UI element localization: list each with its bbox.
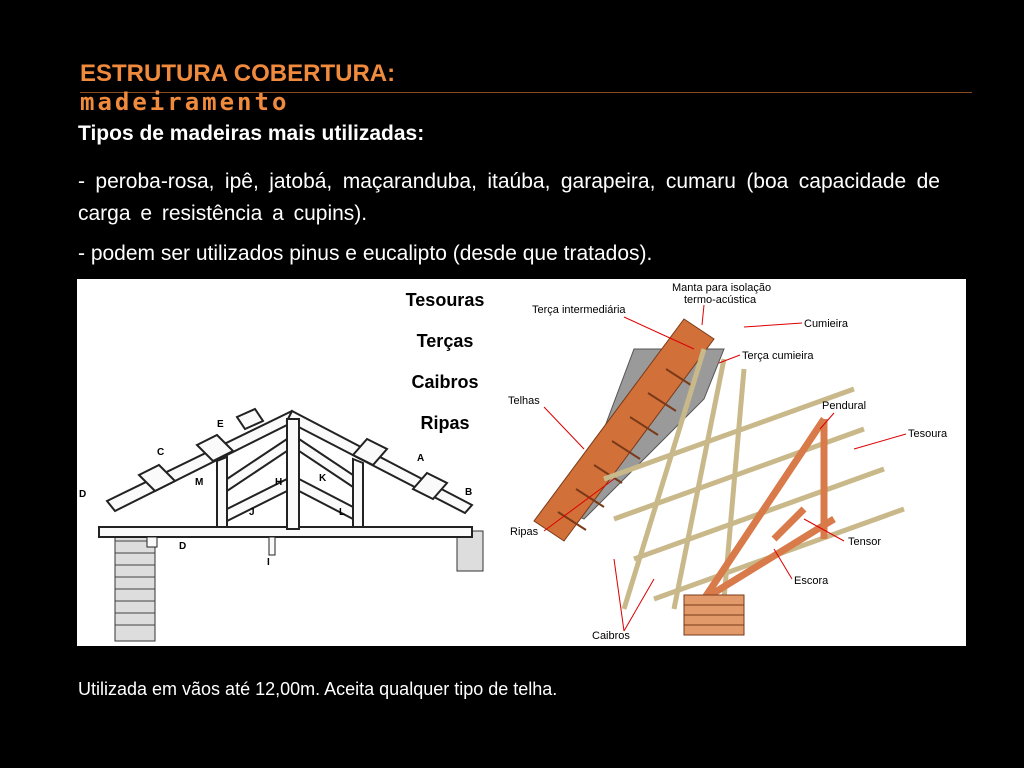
truss-letter-M: M <box>195 477 204 488</box>
brick-base <box>684 595 744 635</box>
label-tensor: Tensor <box>848 536 882 548</box>
wood-types-paragraph: - peroba-rosa, ipê, jatobá, maçaranduba, itaúba, garapeira, cumaru (boa capacidade de carga e resistência a cupins). <box>78 170 940 225</box>
truss-letter-E: E <box>217 419 224 430</box>
truss-letter-H: H <box>275 477 283 488</box>
section-heading: Tipos de madeiras mais utilizadas: <box>78 122 425 145</box>
alternative-woods-paragraph: - podem ser utilizados pinus e eucalipto (desde que tratados). <box>78 242 653 265</box>
label-telhas: Telhas <box>508 395 540 407</box>
truss-letter-D: D <box>79 489 87 500</box>
slide-subtitle: madeiramento <box>80 88 290 116</box>
truss-letter-C: C <box>157 447 165 458</box>
truss-letter-I: I <box>267 557 270 568</box>
label-pendural: Pendural <box>822 400 867 412</box>
footer-note: Utilizada em vãos até 12,00m. Aceita qualquer tipo de telha. <box>78 679 558 699</box>
truss-letter-K: K <box>319 473 327 484</box>
brick-wall <box>115 531 483 641</box>
truss-letter-D2: D <box>179 541 187 552</box>
structure-components-list <box>386 288 504 452</box>
list-item-ripas: Ripas <box>420 413 470 433</box>
list-item-tercas: Terças <box>416 331 474 351</box>
slide-title: ESTRUTURA COBERTURA: <box>80 60 396 87</box>
label-tesoura: Tesoura <box>908 428 948 440</box>
roof-structure-figure <box>504 279 966 646</box>
list-item-tesouras: Tesouras <box>405 290 485 310</box>
truss-letter-J: J <box>249 507 255 518</box>
label-escora: Escora <box>794 575 829 587</box>
label-terca-cumieira: Terça cumieira <box>742 350 814 362</box>
list-item-caibros: Caibros <box>411 372 479 392</box>
label-ripas: Ripas <box>510 526 539 538</box>
truss-letter-B: B <box>465 487 473 498</box>
truss-letter-A: A <box>417 453 425 464</box>
truss-letter-L: L <box>339 507 346 518</box>
roof-illustration <box>504 279 966 646</box>
label-cumieira: Cumieira <box>804 318 849 330</box>
roof-tiles <box>534 319 714 541</box>
label-terca-intermediaria: Terça intermediária <box>532 304 626 316</box>
label-manta-line1: Manta para isolação <box>672 282 772 294</box>
label-caibros: Caibros <box>592 630 630 642</box>
label-manta-line2: termo-acústica <box>684 294 757 306</box>
